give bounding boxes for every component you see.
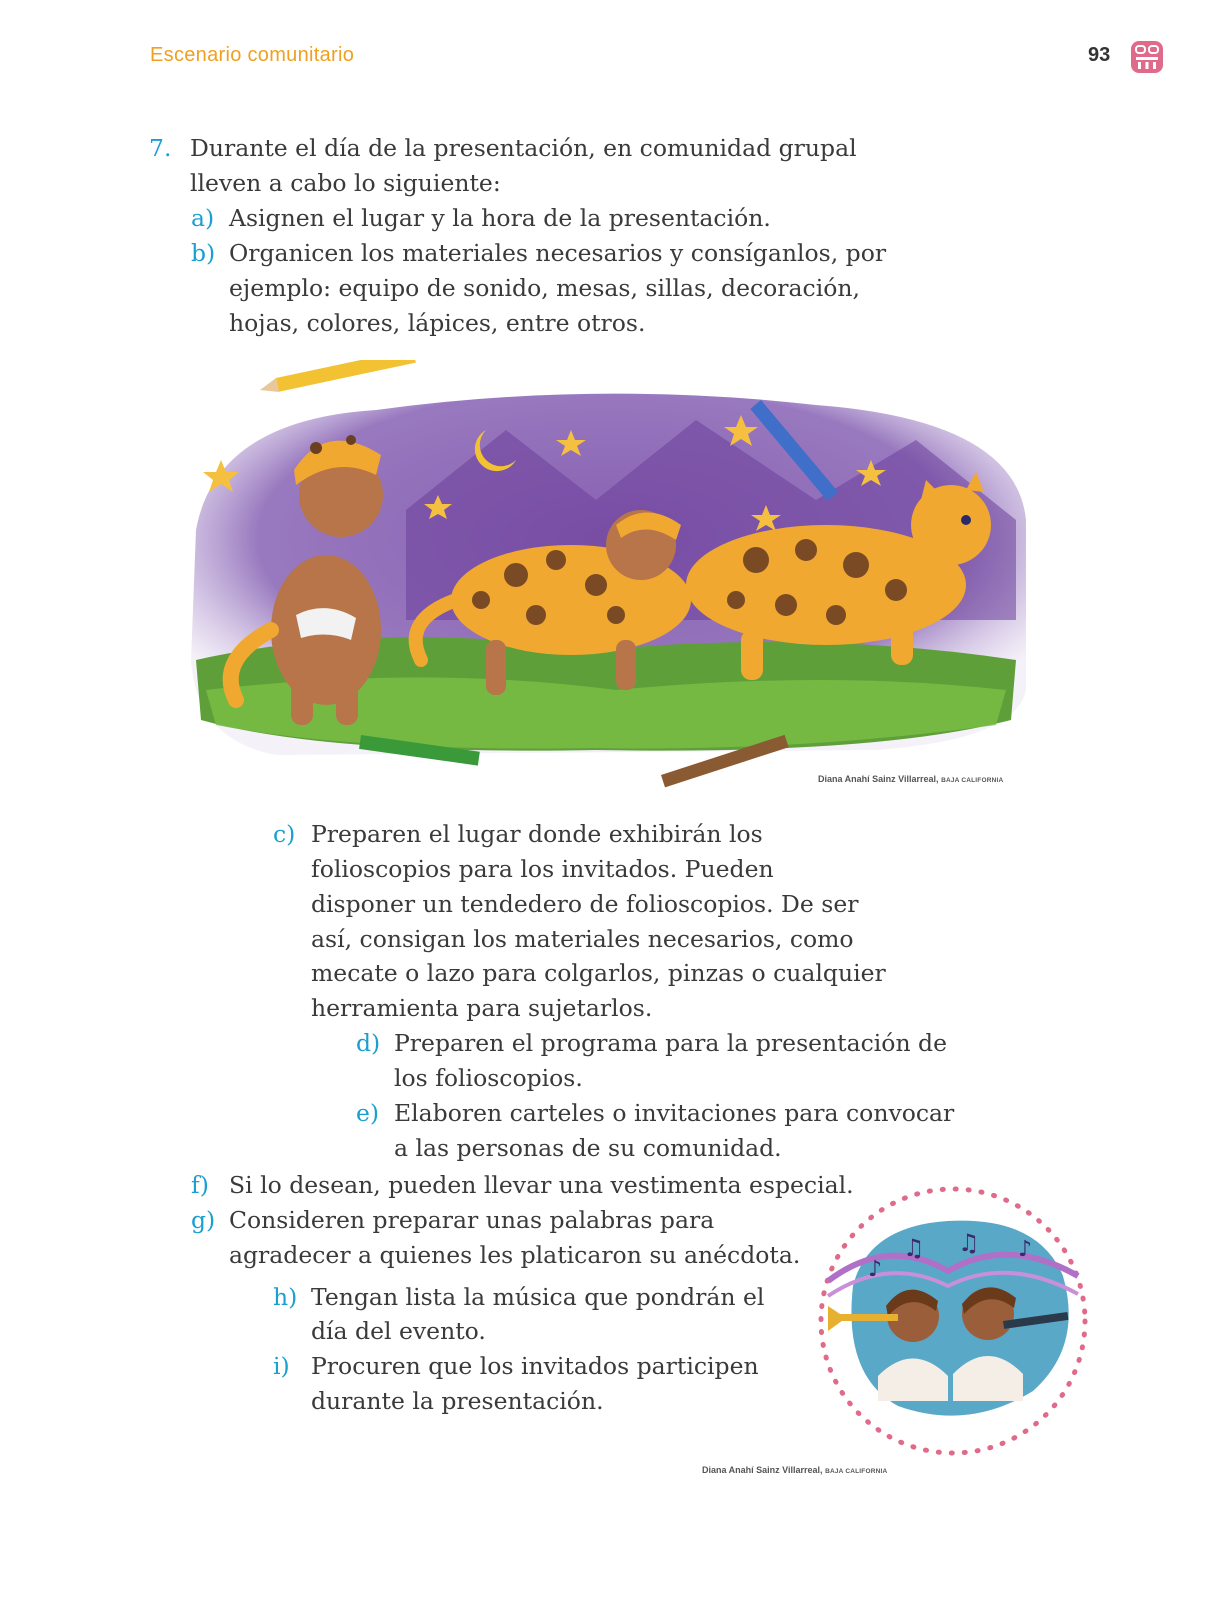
item-letter: e): [356, 1099, 380, 1127]
step-number: 7.: [149, 134, 172, 162]
item-line: folioscopios para los invitados. Pueden: [311, 855, 774, 883]
item-line: disponer un tendedero de folioscopios. De ser: [311, 890, 859, 918]
item-line: durante la presentación.: [311, 1387, 604, 1415]
item-letter: f): [191, 1171, 209, 1199]
musicians-illustration: [808, 1176, 1098, 1466]
item-line: a las personas de su comunidad.: [394, 1134, 782, 1162]
item-line: Organicen los materiales necesarios y consíganlos, por: [229, 239, 887, 267]
section-glyph-icon: [1130, 40, 1164, 74]
item-line: Elaboren carteles o invitaciones para convocar: [394, 1099, 955, 1127]
item-line: así, consigan los materiales necesarios, como: [311, 925, 854, 953]
item-line: día del evento.: [311, 1317, 486, 1345]
item-letter: d): [356, 1029, 381, 1057]
item-letter: g): [191, 1206, 216, 1234]
svg-text:♪: ♪: [868, 1257, 883, 1282]
item-line: herramienta para sujetarlos.: [311, 994, 653, 1022]
item-letter: a): [191, 204, 215, 232]
item-line: Preparen el programa para la presentación de: [394, 1029, 948, 1057]
svg-text:♪: ♪: [1018, 1237, 1033, 1262]
item-line: Consideren preparar unas palabras para: [229, 1206, 715, 1234]
credit-author: Diana Anahí Sainz Villarreal,: [818, 774, 939, 784]
svg-text:♫: ♫: [903, 1234, 925, 1262]
item-line: mecate o lazo para colgarlos, pinzas o cualquier: [311, 959, 886, 987]
item-letter: i): [273, 1352, 290, 1380]
jaguar-transformation-illustration: [176, 360, 1046, 800]
item-line: Procuren que los invitados participen: [311, 1352, 759, 1380]
item-letter: b): [191, 239, 216, 267]
item-letter: h): [273, 1283, 298, 1311]
credit-place: BAJA CALIFORNIA: [825, 1468, 888, 1475]
item-line: los folioscopios.: [394, 1064, 583, 1092]
illustration-credit: [818, 774, 1003, 784]
illustration-credit: [702, 1465, 887, 1475]
item-line: Tengan lista la música que pondrán el: [311, 1283, 765, 1311]
page-number: 93: [1088, 44, 1111, 66]
item-line: ejemplo: equipo de sonido, mesas, sillas, decoración,: [229, 274, 860, 302]
credit-place: BAJA CALIFORNIA: [941, 777, 1004, 784]
step-line: lleven a cabo lo siguiente:: [190, 169, 501, 197]
step-line: Durante el día de la presentación, en comunidad grupal: [190, 134, 857, 162]
item-line: Si lo desean, pueden llevar una vestimenta especial.: [229, 1171, 854, 1199]
item-line: Asignen el lugar y la hora de la presentación.: [229, 204, 771, 232]
item-letter: c): [273, 820, 296, 848]
item-line: agradecer a quienes les platicaron su anécdota.: [229, 1241, 801, 1269]
svg-text:♫: ♫: [958, 1229, 980, 1257]
item-line: hojas, colores, lápices, entre otros.: [229, 309, 646, 337]
credit-author: Diana Anahí Sainz Villarreal,: [702, 1465, 823, 1475]
item-line: Preparen el lugar donde exhibirán los: [311, 820, 763, 848]
section-title: Escenario comunitario: [150, 44, 355, 66]
